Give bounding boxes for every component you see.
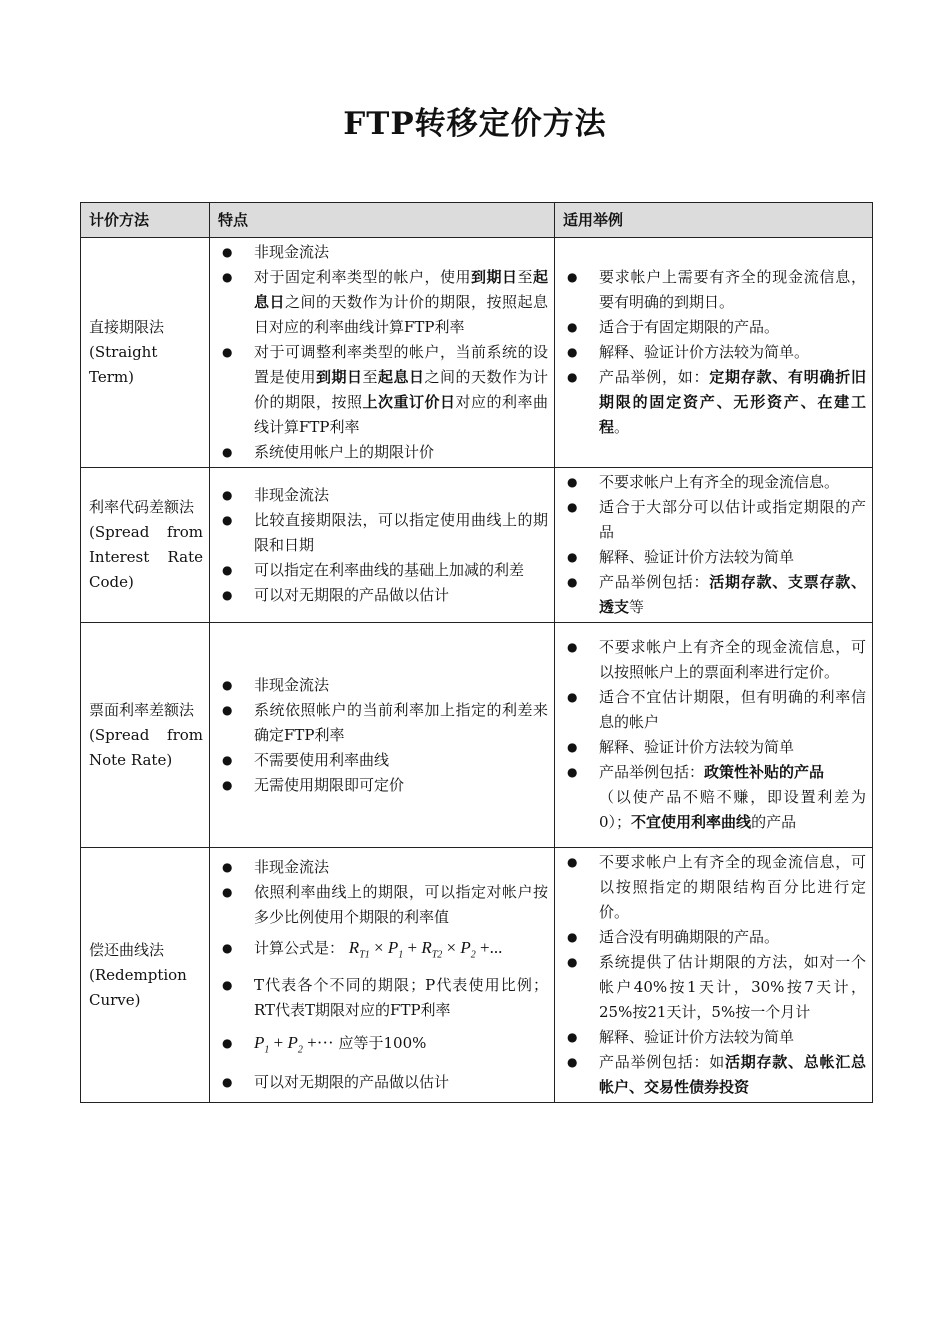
method-name-cn: 偿还曲线法 <box>89 940 165 959</box>
list-item: ● 解释、验证计价方法较为简单 <box>563 1025 866 1050</box>
table-row <box>81 848 873 1103</box>
list-item: ● 可以对无期限的产品做以估计 <box>218 583 548 608</box>
method-name-cn: 票面利率差额法 <box>89 700 195 719</box>
table-header-row <box>81 203 873 238</box>
list-item: ● 不要求帐户上有齐全的现金流信息，可以按照帐户上的票面利率进行定价。 <box>563 635 866 685</box>
formula-p-sum: $P_1 + P_2$ +··· <box>254 1033 334 1056</box>
list-item: ● 不要求帐户上有齐全的现金流信息，可以按照指定的期限结构百分比进行定价。 <box>563 850 866 925</box>
list-item: ● 系统提供了估计期限的方法，如对一个帐户40%按1天计，30%按7天计，25%按21天计，5%按一个月计 <box>563 950 866 1025</box>
method-cell <box>81 623 210 848</box>
list-item: ● $P_1 + P_2$ +··· 应等于100% <box>218 1023 548 1070</box>
list-item: ● 产品举例包括：活期存款、支票存款、透支等 <box>563 570 866 620</box>
list-item: ● 系统依照帐户的当前利率加上指定的利差来确定FTP利率 <box>218 698 548 748</box>
examples-cell <box>555 238 873 468</box>
header-examples: 适用举例 <box>555 203 873 238</box>
formula-rtp: $R_{T1} \times P_1 + R_{T2} \times P_2$ +... <box>348 937 503 960</box>
method-name-en: (Redemption Curve) <box>89 965 187 1009</box>
list-item: ● 要求帐户上需要有齐全的现金流信息，要有明确的到期日。 <box>563 265 866 315</box>
features-cell <box>210 623 555 848</box>
list-item: ● 产品举例包括：政策性补贴的产品 （以使产品不赔不赚，即设置利差为0）；不宜使用利率曲线的产品 <box>563 760 866 835</box>
list-item: ● 对于固定利率类型的帐户，使用到期日至起息日之间的天数作为计价的期限，按照起息日对应的利率曲线计算FTP利率 <box>218 265 548 340</box>
features-cell <box>210 468 555 623</box>
examples-cell <box>555 468 873 623</box>
list-item: ● 不要求帐户上有齐全的现金流信息。 <box>563 470 866 495</box>
list-item: ● 可以指定在利率曲线的基础上加减的利差 <box>218 558 548 583</box>
ftp-methods-table <box>80 202 873 1103</box>
features-cell <box>210 848 555 1103</box>
list-item: ● 不需要使用利率曲线 <box>218 748 548 773</box>
list-item: ● 解释、验证计价方法较为简单 <box>563 735 866 760</box>
list-item: ● 无需使用期限即可定价 <box>218 773 548 798</box>
list-item: ● 解释、验证计价方法较为简单。 <box>563 340 866 365</box>
header-features: 特点 <box>210 203 555 238</box>
method-name-en: (Spread from Interest Rate Code) <box>89 523 203 591</box>
method-cell <box>81 848 210 1103</box>
list-item: ● 计算公式是： $R_{T1} \times P_1 + R_{T2} \times P_2$ +... <box>218 930 548 973</box>
features-cell <box>210 238 555 468</box>
list-item: ● 非现金流法 <box>218 855 548 880</box>
list-item: ● 适合没有明确期限的产品。 <box>563 925 866 950</box>
list-item: ● 解释、验证计价方法较为简单 <box>563 545 866 570</box>
list-item: ● 适合不宜估计期限，但有明确的利率信息的帐户 <box>563 685 866 735</box>
list-item: ● 非现金流法 <box>218 483 548 508</box>
list-item: ● 适合于有固定期限的产品。 <box>563 315 866 340</box>
page-title: FTP转移定价方法 <box>343 106 607 142</box>
method-name-en: (Straight Term) <box>89 343 158 386</box>
list-item: ● 产品举例包括：如活期存款、总帐汇总帐户、交易性债券投资 <box>563 1050 866 1100</box>
method-cell <box>81 238 210 468</box>
list-item: ● 比较直接期限法，可以指定使用曲线上的期限和日期 <box>218 508 548 558</box>
list-item: ● 可以对无期限的产品做以估计 <box>218 1070 548 1095</box>
list-item: ● 依照利率曲线上的期限，可以指定对帐户按多少比例使用个期限的利率值 <box>218 880 548 930</box>
method-name-cn: 利率代码差额法 <box>89 498 195 516</box>
table-row <box>81 623 873 848</box>
examples-cell <box>555 848 873 1103</box>
method-name-en: (Spread from Note Rate) <box>89 725 203 769</box>
list-item: ● 非现金流法 <box>218 240 548 265</box>
table-row <box>81 238 873 468</box>
list-item: ● T代表各个不同的期限；P代表使用比例；RT代表T期限对应的FTP利率 <box>218 973 548 1023</box>
list-item: ● 适合于大部分可以估计或指定期限的产品 <box>563 495 866 545</box>
list-item: ● 产品举例，如：定期存款、有明确折旧期限的固定资产、无形资产、在建工程。 <box>563 365 866 440</box>
method-name-cn: 直接期限法 <box>89 318 165 336</box>
list-item: ● 对于可调整利率类型的帐户，当前系统的设置是使用到期日至起息日之间的天数作为计价的期限，按照上次重订价日对应的利率曲线计算FTP利率 <box>218 340 548 440</box>
method-cell <box>81 468 210 623</box>
table-row <box>81 468 873 623</box>
list-item: ● 非现金流法 <box>218 673 548 698</box>
header-method: 计价方法 <box>81 203 210 238</box>
list-item: ● 系统使用帐户上的期限计价 <box>218 440 548 465</box>
examples-cell <box>555 623 873 848</box>
